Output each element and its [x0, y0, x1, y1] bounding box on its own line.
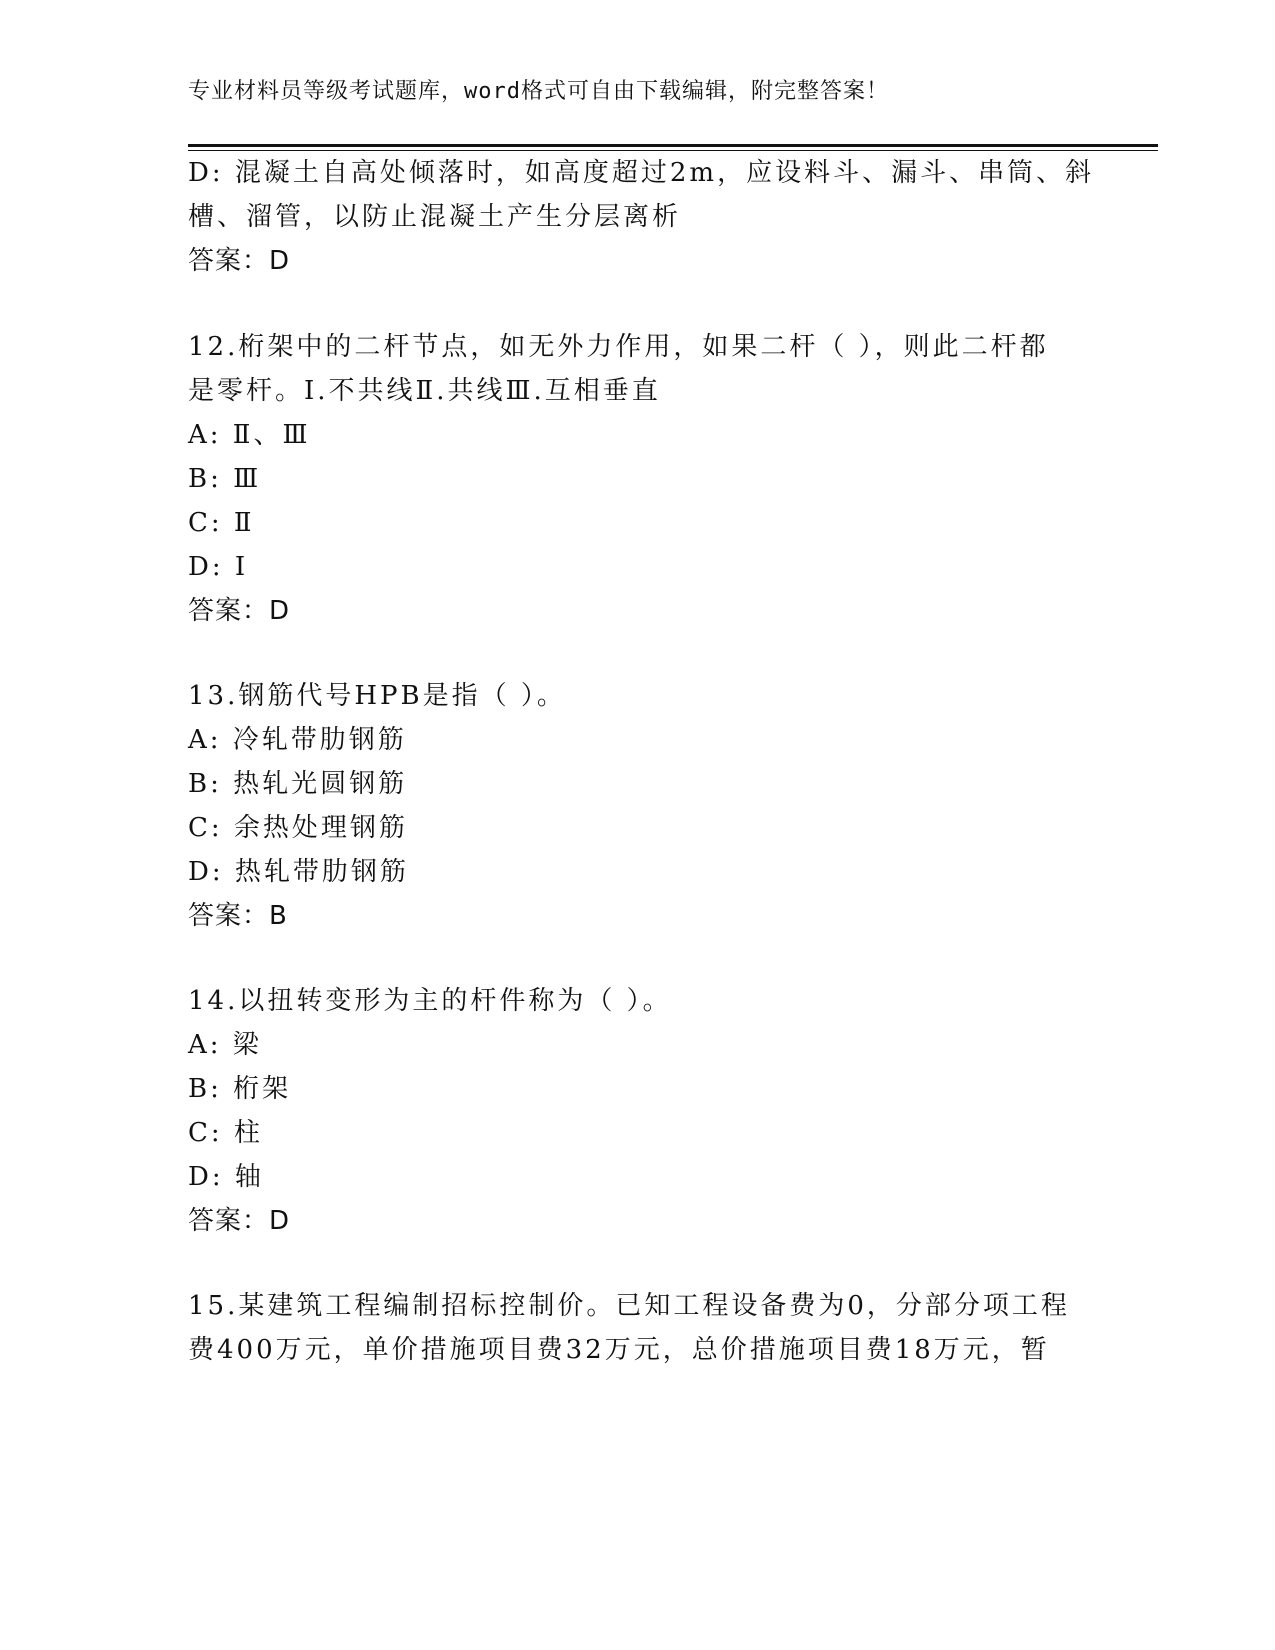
- q11-option-d-line1: D: 混凝土自高处倾落时，如高度超过2m，应设料斗、漏斗、串筒、斜: [188, 158, 1095, 188]
- q11-option-d-line2: 槽、溜管，以防止混凝土产生分层离析: [188, 202, 682, 232]
- header-divider-thin: [188, 150, 1158, 151]
- header-divider-thick: [188, 144, 1158, 147]
- q14-stem: 14.以扭转变形为主的杆件称为（ ）。: [188, 986, 672, 1016]
- q13-option-d: D: 热轧带肋钢筋: [188, 857, 409, 887]
- q14-option-b: B: 桁架: [188, 1074, 292, 1104]
- q12-option-a: A: Ⅱ、Ⅲ: [188, 420, 311, 450]
- page-header: 专业材料员等级考试题库，word格式可自由下载编辑，附完整答案！: [188, 79, 889, 104]
- q15-stem-line2: 费400万元，单价措施项目费32万元，总价措施项目费18万元，暂: [188, 1335, 1050, 1365]
- q14-option-a: A: 梁: [188, 1030, 262, 1060]
- q12-option-b: B: Ⅲ: [188, 464, 262, 494]
- q14-answer: 答案：D: [188, 1206, 291, 1236]
- q13-stem: 13.钢筋代号HPB是指（ ）。: [188, 681, 566, 711]
- q13-option-a: A: 冷轧带肋钢筋: [188, 725, 407, 755]
- q11-answer: 答案：D: [188, 246, 291, 276]
- q12-stem-line2: 是零杆。I.不共线Ⅱ.共线Ⅲ.互相垂直: [188, 376, 661, 406]
- q13-option-b: B: 热轧光圆钢筋: [188, 769, 408, 799]
- q15-stem-line1: 15.某建筑工程编制招标控制价。已知工程设备费为0，分部分项工程: [188, 1291, 1070, 1321]
- q12-option-d: D: I: [188, 552, 249, 582]
- q12-stem-line1: 12.桁架中的二杆节点，如无外力作用，如果二杆（ ），则此二杆都: [188, 332, 1049, 362]
- q12-option-c: C: Ⅱ: [188, 508, 255, 538]
- q13-answer: 答案：B: [188, 901, 288, 931]
- q12-answer: 答案：D: [188, 596, 291, 626]
- q14-option-c: C: 柱: [188, 1118, 263, 1148]
- q13-option-c: C: 余热处理钢筋: [188, 813, 408, 843]
- q14-option-d: D: 轴: [188, 1162, 264, 1192]
